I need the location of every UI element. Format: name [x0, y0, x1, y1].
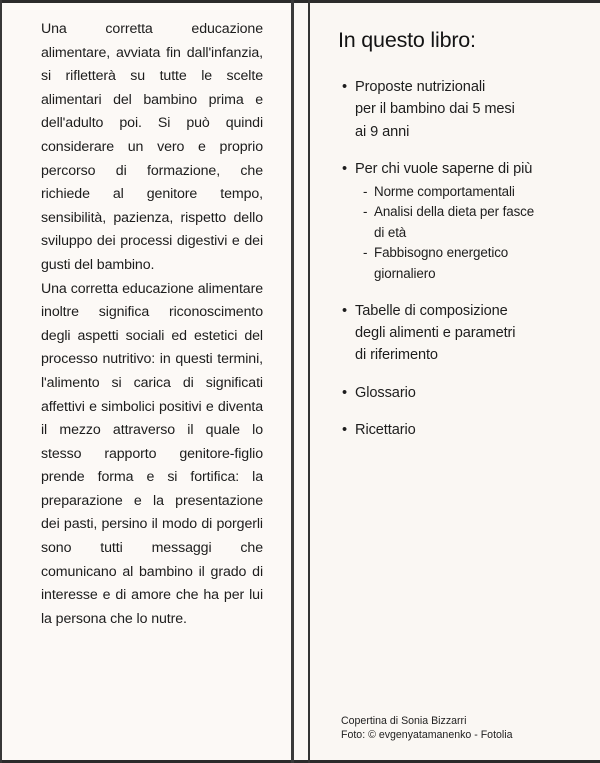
sub-list [355, 182, 589, 285]
sub-list-item [363, 202, 589, 243]
credits-line-photo: Foto: © evgenyatamanenko - Fotolia [341, 729, 513, 742]
fold-rule-thick [291, 0, 294, 763]
bullet-icon: • [342, 302, 348, 319]
bullet-icon: • [342, 384, 348, 401]
list-item-line: degli alimenti e parametri [355, 325, 516, 341]
list-item-line: Tabelle di composizione [355, 302, 508, 319]
dash-icon: - [363, 245, 368, 261]
top-border-rule [0, 0, 600, 3]
sub-list-item-lines [374, 243, 589, 284]
sub-list-item-line: Fabbisogno energetico [374, 245, 509, 261]
sub-list-item [363, 243, 589, 284]
sub-list-item-lines [374, 182, 589, 203]
flap-heading: In questo libro: [338, 28, 476, 52]
list-item-lines [355, 158, 589, 180]
cover-credits [341, 714, 591, 743]
list-item-line: Glossario [355, 384, 416, 401]
list-item-lines [355, 419, 589, 441]
dash-icon: - [363, 204, 368, 220]
sub-list-item-line: giornaliero [374, 266, 436, 281]
sub-list-item-line: Analisi della dieta per fasce [374, 204, 535, 220]
list-item-lines [355, 382, 589, 404]
list-item-line: ai 9 anni [355, 123, 410, 140]
sub-list-item [363, 182, 589, 203]
sub-list-item-line: Norme comportamentali [374, 183, 515, 199]
list-item-line: per il bambino dai 5 mesi [355, 101, 515, 118]
dash-icon: - [363, 183, 368, 199]
bullet-icon: • [342, 79, 348, 95]
list-item [341, 158, 589, 284]
list-item [341, 76, 589, 143]
bullet-icon: • [342, 161, 348, 178]
sub-list-item-line: di età [374, 224, 407, 240]
list-item-line: Proposte nutrizionali [355, 79, 486, 95]
back-cover-paragraph-1: Una corretta educazione alimentare, avviata fin dall'infanzia, si rifletterà su tutte le scelte alimentari del bambino prima e dell'adulto poi. Si può quindi considerare un vero e proprio percorso di formazione, che richiede al genitore tempo, sensibilità, pazienza, rispetto dello sviluppo dei processi digestivi e dei gusti del bambino. [41, 21, 263, 273]
list-item-lines [355, 300, 589, 367]
bullet-icon: • [342, 422, 348, 439]
list-item [341, 382, 589, 404]
list-item [341, 300, 589, 367]
list-item-lines [355, 76, 589, 143]
sub-list-item-lines [374, 202, 589, 243]
list-item-line: Ricettario [355, 422, 416, 439]
list-item-line: di riferimento [355, 347, 438, 364]
back-cover-text [41, 18, 263, 631]
list-item-line: Per chi vuole saperne di più [355, 161, 533, 178]
credits-line-cover: Copertina di Sonia Bizzarri [341, 715, 467, 727]
left-border-rule [0, 0, 2, 763]
fold-rule-thin [308, 0, 310, 763]
flap-contents-list [341, 76, 589, 442]
back-cover-paragraph-2: Una corretta educazione alimentare inoltre significa riconoscimento degli aspetti sociali ed estetici del processo nutritivo: in questi termini, l'alimento si carica di significati affettivi e simbolici positivi e diventa il mezzo attraverso il quale lo stesso rapporto genitore-figlio prende forma e si fortifica: la preparazione e la presentazione dei pasti, persino il modo di porgerli sono tutti messaggi che comunicano al bambino il grado di interesse e di amore che ha per lui la persona che lo nutre. [41, 280, 263, 627]
list-item [341, 419, 589, 441]
